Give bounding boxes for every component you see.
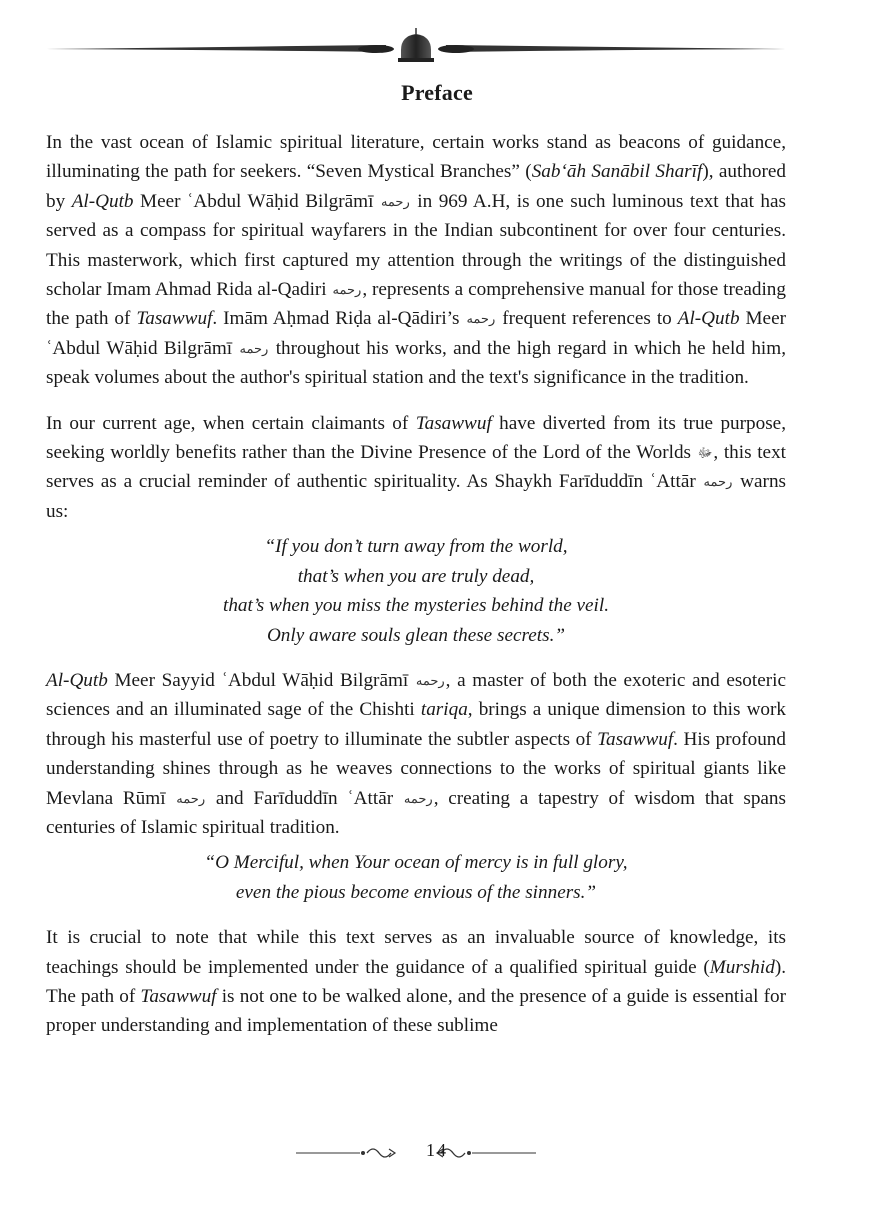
honorific-glyph: رحمه: [239, 340, 269, 356]
header-dome-ornament: [46, 28, 786, 64]
text-run: In the vast ocean of Islamic spiritual literature, certain works stand as beacons of guidance, illuminating the path for seekers. “Seven Mystical Branches” (: [46, 132, 786, 183]
text-run: , creating a tapestry of wisdom that spans centuries of Islamic spiritual tradition.: [46, 787, 786, 838]
verse-quote: [46, 532, 786, 650]
text-run: ). The path of: [46, 956, 786, 1007]
text-run: and Farīduddīn ʿAttār: [206, 787, 403, 809]
honorific-glyph: رحمه: [332, 282, 362, 298]
paragraph: [46, 128, 786, 393]
honorific-glyph: رحمه: [466, 311, 496, 327]
honorific-glyph: ﷻ: [697, 445, 713, 461]
verse-line: “O Merciful, when Your ocean of mercy is in full glory,: [204, 852, 628, 874]
verse-line: even the pious become envious of the sinners.”: [235, 881, 597, 903]
italic-term: tariqa: [420, 699, 468, 721]
text-run: , brings a unique dimension to this work through his masterful use of poetry to illuminate the subtler aspects of: [46, 699, 786, 750]
text-run: frequent references to: [496, 308, 678, 330]
text-run: is not one to be walked alone, and the presence of a guide is essential for proper understanding and implementation of these sublime: [46, 985, 786, 1037]
text-run: , a master of both the exoteric and esoteric sciences and an illuminated sage of the Chishti: [46, 669, 786, 721]
honorific-glyph: رحمه: [415, 672, 445, 688]
text-run: ), authored by: [46, 161, 787, 212]
verse-quote: [46, 848, 786, 907]
text-run: . Imām Aḥmad Riḍa al-Qādiri’s: [212, 308, 466, 330]
text-run: It is crucial to note that while this text serves as an invaluable source of knowledge, its teachings should be implemented under the guidance of a qualified spiritual guide (: [46, 927, 786, 978]
italic-term: Al-Qutb: [46, 669, 108, 691]
text-run: Meer ʿAbdul Wāḥid Bilgrāmī: [46, 308, 786, 359]
italic-term: Murshid: [709, 956, 775, 978]
verse-line: that’s when you miss the mysteries behind the veil.: [223, 595, 609, 617]
text-run: Meer ʿAbdul Wāḥid Bilgrāmī: [133, 190, 380, 212]
text-run: warns us:: [46, 471, 786, 522]
italic-term: Tasawwuf: [140, 985, 217, 1007]
body-text: [46, 128, 786, 1041]
honorific-glyph: رحمه: [176, 790, 206, 806]
verse-line: Only aware souls glean these secrets.”: [266, 624, 566, 646]
italic-term: Al-Qutb: [71, 190, 134, 212]
text-run: . His profound understanding shines through as he weaves connections to the works of spiritual giants like Mevlana Rūmī: [46, 728, 786, 809]
text-run: throughout his works, and the high regard in which he held him, speak volumes about the author's spiritual station and the text's significance in the tradition.: [46, 337, 786, 389]
italic-term: Al-Qutb: [677, 308, 740, 330]
honorific-glyph: رحمه: [703, 474, 733, 490]
verse-line: “If you don’t turn away from the world,: [264, 536, 568, 558]
text-run: Meer Sayyid ʿAbdul Wāḥid Bilgrāmī: [107, 669, 415, 691]
text-run: have diverted from its true purpose, seeking worldly benefits rather than the Divine Presence of the Lord of the Worlds: [46, 412, 786, 464]
paragraph: [46, 666, 786, 842]
text-run: , represents a comprehensive manual for those treading the path of: [46, 279, 786, 330]
italic-term: Tasawwuf: [415, 412, 492, 434]
paragraph: [46, 409, 786, 527]
paragraph: [46, 923, 786, 1041]
honorific-glyph: رحمه: [380, 193, 410, 209]
text-run: In our current age, when certain claimants of: [46, 412, 416, 434]
page-number: 14: [426, 1140, 448, 1160]
page-title: Preface: [401, 80, 473, 105]
honorific-glyph: رحمه: [403, 790, 433, 806]
text-run: in 969 A.H, is one such luminous text that has served as a compass for spiritual wayfarers in the Indian subcontinent for over four centuries. This masterwork, which first captured my attention through the writings of the distinguished scholar Imam Ahmad Rida al-Qadiri: [46, 190, 787, 301]
italic-term: Tasawwuf: [597, 728, 674, 750]
text-run: , this text serves as a crucial reminder of authentic spirituality. As Shaykh Farīduddīn ʿAttār: [46, 442, 786, 493]
italic-term: Tasawwuf: [136, 308, 213, 330]
italic-term: Sab‘āh Sanābil Sharīf: [531, 161, 703, 183]
verse-line: that’s when you are truly dead,: [297, 565, 535, 587]
